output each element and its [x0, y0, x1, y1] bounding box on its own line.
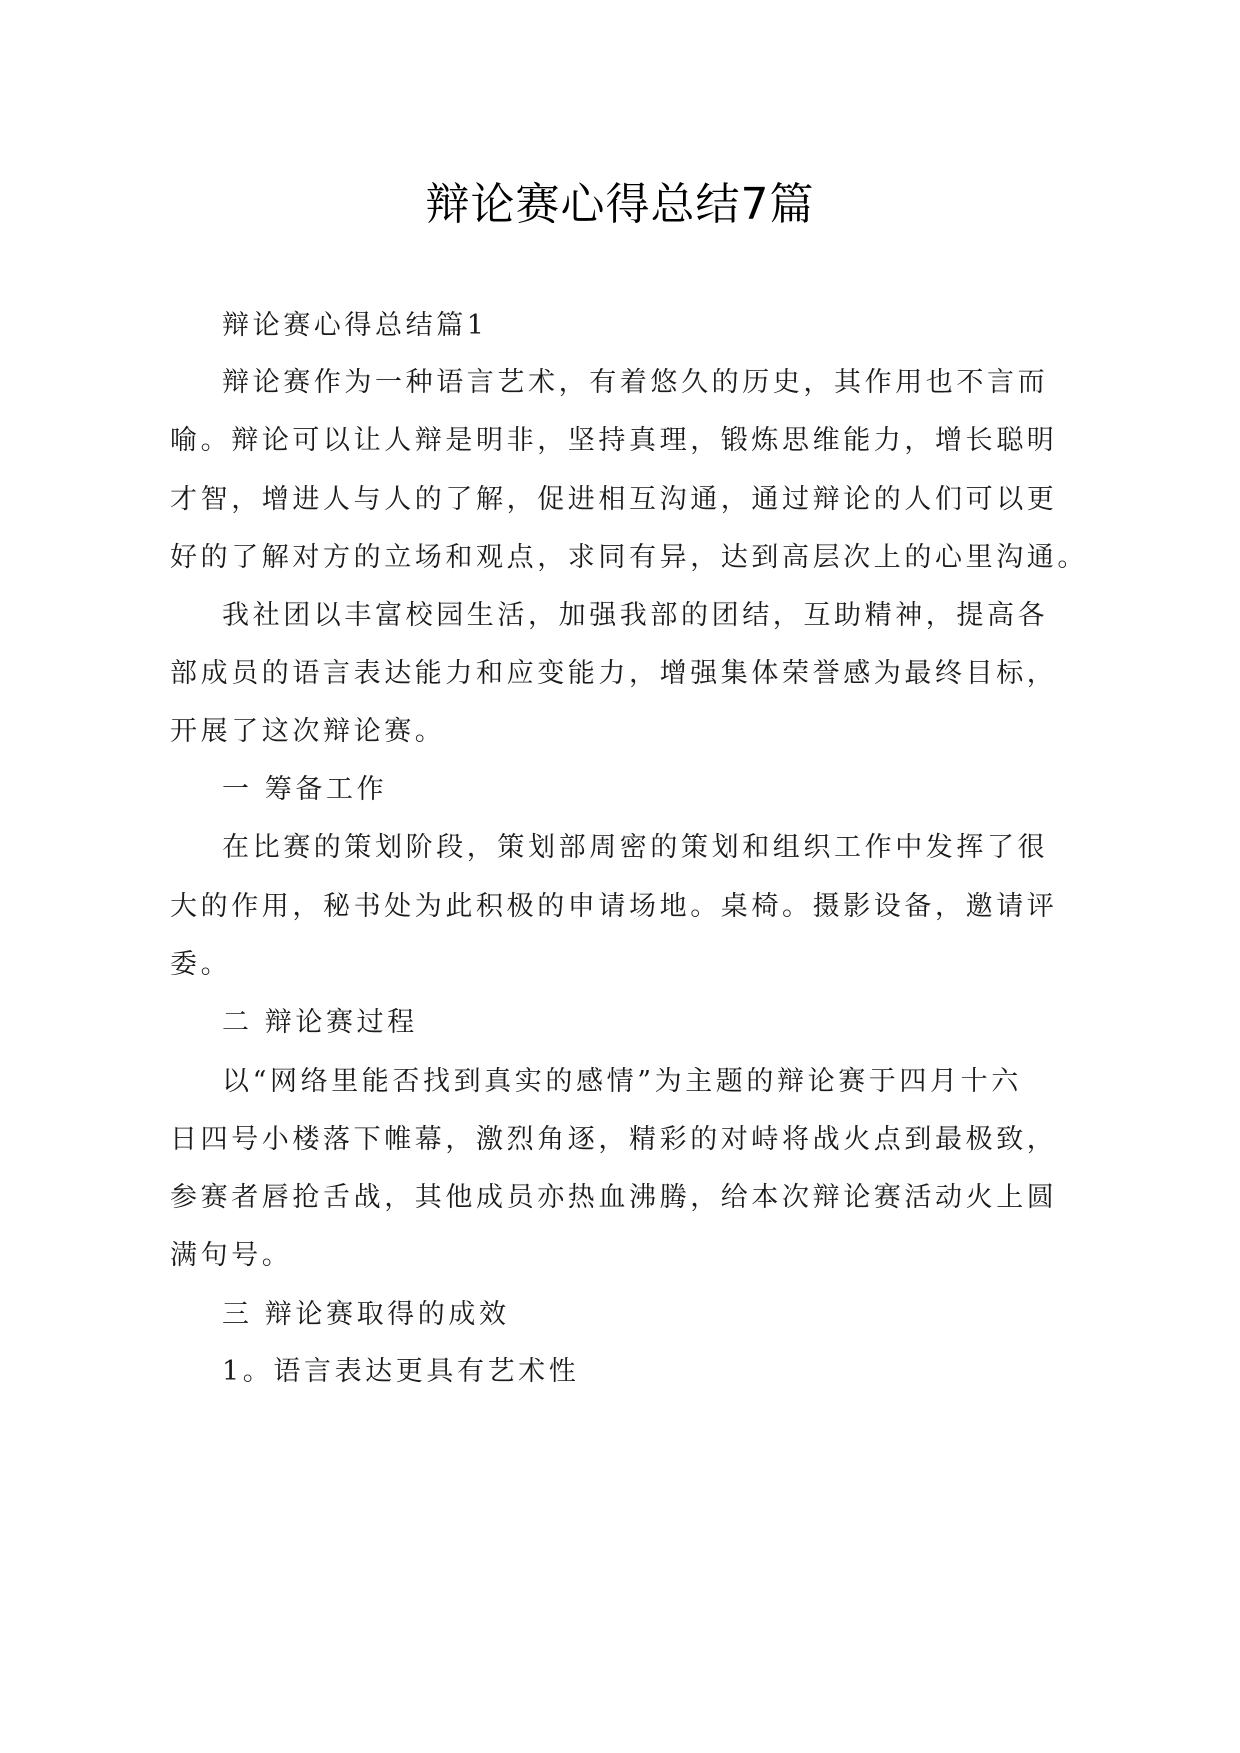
paragraph-line: 才智，增进人与人的了解，促进相互沟通，通过辩论的人们可以更	[170, 484, 1058, 515]
paragraph-line: 开展了这次辩论赛。	[170, 716, 446, 747]
section-title: 辩论赛心得总结篇1	[222, 310, 488, 341]
paragraph-line: 好的了解对方的立场和观点，求同有异，达到高层次上的心里沟通。	[170, 542, 1088, 573]
list-item: 1。语言表达更具有艺术性	[222, 1356, 580, 1387]
paragraph-line: 委。	[170, 949, 232, 980]
paragraph-line: 辩论赛作为一种语言艺术，有着悠久的历史，其作用也不言而	[222, 367, 1049, 398]
paragraph-line: 部成员的语言表达能力和应变能力，增强集体荣誉感为最终目标，	[170, 658, 1058, 689]
paragraph-line: 大的作用，秘书处为此积极的申请场地。桌椅。摄影设备，邀请评	[170, 891, 1058, 922]
document-title: 辩论赛心得总结7篇	[425, 179, 815, 230]
paragraph-line: 在比赛的策划阶段，策划部周密的策划和组织工作中发挥了很	[222, 832, 1049, 863]
paragraph-line: 喻。辩论可以让人辩是明非，坚持真理，锻炼思维能力，增长聪明	[170, 425, 1058, 456]
paragraph-line: 我社团以丰富校园生活，加强我部的团结，互助精神，提高各	[222, 600, 1049, 631]
paragraph-line: 日四号小楼落下帷幕，激烈角逐，精彩的对峙将战火点到最极致，	[170, 1124, 1058, 1155]
paragraph-line: 满句号。	[170, 1240, 293, 1271]
subheading-results: 三 辩论赛取得的成效	[222, 1299, 510, 1330]
subheading-process: 二 辩论赛过程	[222, 1007, 418, 1038]
subheading-preparation: 一 筹备工作	[222, 774, 388, 805]
paragraph-line: 以“网络里能否找到真实的感情”为主题的辩论赛于四月十六	[222, 1066, 1022, 1097]
paragraph-line: 参赛者唇抢舌战，其他成员亦热血沸腾，给本次辩论赛活动火上圆	[170, 1182, 1058, 1213]
